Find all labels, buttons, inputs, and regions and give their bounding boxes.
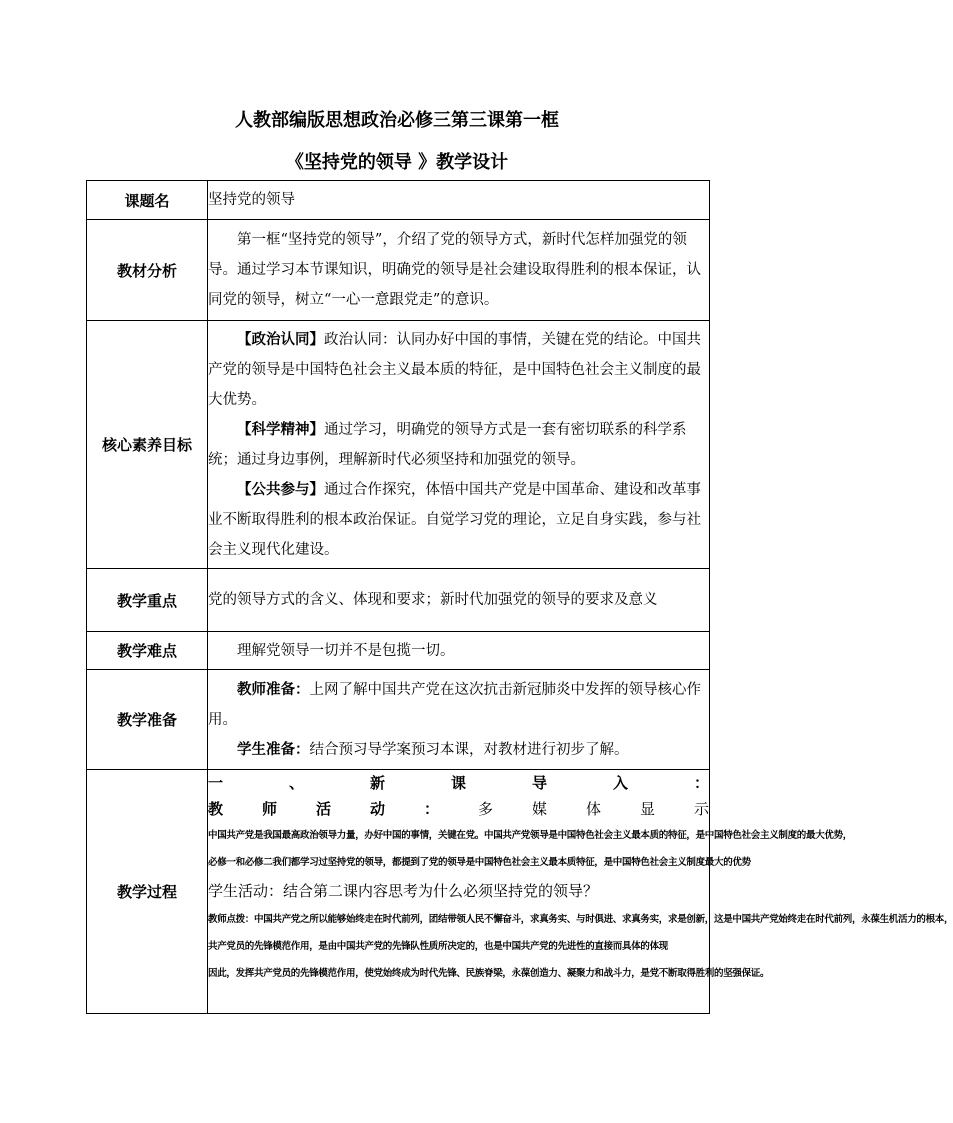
prep-student-tag: 学生准备：: [237, 740, 310, 758]
goal-science-text: 通过学习，明确党的领导方式是一套有密切联系的科学系统；通过身边事例，理解新时代必须坚持和加强党的领导。: [208, 421, 687, 468]
table-row-difficulty: [87, 632, 710, 670]
prep-teacher-tag: 教师准备：: [237, 680, 310, 698]
table-row-goals: [87, 321, 710, 569]
lesson-plan-table: [86, 180, 953, 1014]
row-label-goals: 核心素养目标: [87, 321, 208, 569]
process-line2-text: 多媒体显示: [477, 800, 709, 818]
goal-participation-tag: 【公共参与】: [237, 480, 324, 498]
process-small2: 必修一和必修二我们都学习过坚持党的领导，都提到了党的领导是中国特色社会主义最本质特征，是中国特色社会主义制度最大的优势: [208, 857, 751, 868]
topic-value: 坚持党的领导: [208, 181, 710, 220]
process-line2: [208, 796, 709, 822]
prep-student-text: 结合预习导学案预习本课，对教材进行初步了解。: [309, 741, 629, 758]
row-label-difficulty: 教学难点: [87, 632, 208, 670]
process-small5: 因此，发挥共产党员的先锋模范作用，使党始终成为时代先锋、民族脊梁，永葆创造力、凝聚力和战斗力，是党不断取得胜利的坚强保证。: [208, 968, 770, 979]
table-row-focus: [87, 569, 710, 632]
process-line2-tag: 教师活动：: [208, 800, 478, 818]
table-row-prep: [87, 670, 710, 770]
row-label-topic: 课题名: [87, 181, 208, 220]
goal-participation-text: 通过合作探究，体悟中国共产党是中国革命、建设和改革事业不断取得胜利的根本政治保证。自觉学习党的理论，立足自身实践，参与社会主义现代化建设。: [208, 481, 701, 558]
row-label-analysis: 教材分析: [87, 220, 208, 321]
process-line1: 一、新课导入：: [208, 774, 709, 792]
process-student-activity: 学生活动：结合第二课内容思考为什么必须坚持党的领导？: [208, 882, 599, 900]
document-title-line2: 《坚持党的领导 》教学设计: [285, 152, 509, 173]
table-row-analysis: [87, 220, 710, 321]
prep-student: [208, 735, 709, 765]
goal-science: [208, 415, 709, 475]
process-small1: 中国共产党是我国最高政治领导力量，办好中国的事情，关键在党。中国共产党领导是中国特色社会主义最本质的特征，是中国特色社会主义制度的最大优势，: [208, 830, 853, 841]
focus-text: 党的领导方式的含义、体现和要求；新时代加强党的领导的要求及意义: [208, 592, 658, 608]
process-small4: 共产党员的先锋模范作用，是由中国共产党的先锋队性质所决定的，也是中国共产党的先进性的直接而具体的体现: [208, 941, 669, 952]
row-label-process: 教学过程: [87, 770, 208, 1014]
document-title-line1: 人教部编版思想政治必修三第三课第一框: [235, 110, 559, 131]
prep-teacher-text: 上网了解中国共产党在这次抗击新冠肺炎中发挥的领导核心作用。: [208, 681, 701, 728]
goal-science-tag: 【科学精神】: [237, 420, 324, 438]
analysis-text: 第一框“坚持党的领导”，介绍了党的领导方式，新时代怎样加强党的领导。通过学习本节课知识，明确党的领导是社会建设取得胜利的根本保证，认同党的领导，树立“一心一意跟党走”的意识。: [208, 232, 701, 308]
goal-political-text: 政治认同：认同办好中国的事情，关键在党的结论。中国共产党的领导是中国特色社会主义最本质的特征，是中国特色社会主义制度的最大优势。: [208, 331, 701, 408]
process-small3: 教师点拨：中国共产党之所以能够始终走在时代前列，团结带领人民不懈奋斗，求真务实、与时俱进、求真务实，求是创新，这是中国共产党始终走在时代前列，永葆生机活力的根本，: [208, 914, 953, 925]
goal-political-tag: 【政治认同】: [237, 330, 324, 348]
difficulty-text: 理解党领导一切并不是包揽一切。: [237, 642, 455, 659]
row-label-focus: 教学重点: [87, 569, 208, 632]
goal-political: [208, 325, 709, 415]
table-row-topic: [87, 181, 710, 220]
row-label-prep: 教学准备: [87, 670, 208, 770]
prep-teacher: [208, 675, 709, 735]
goal-participation: [208, 475, 709, 565]
table-row-process: [87, 770, 710, 1014]
